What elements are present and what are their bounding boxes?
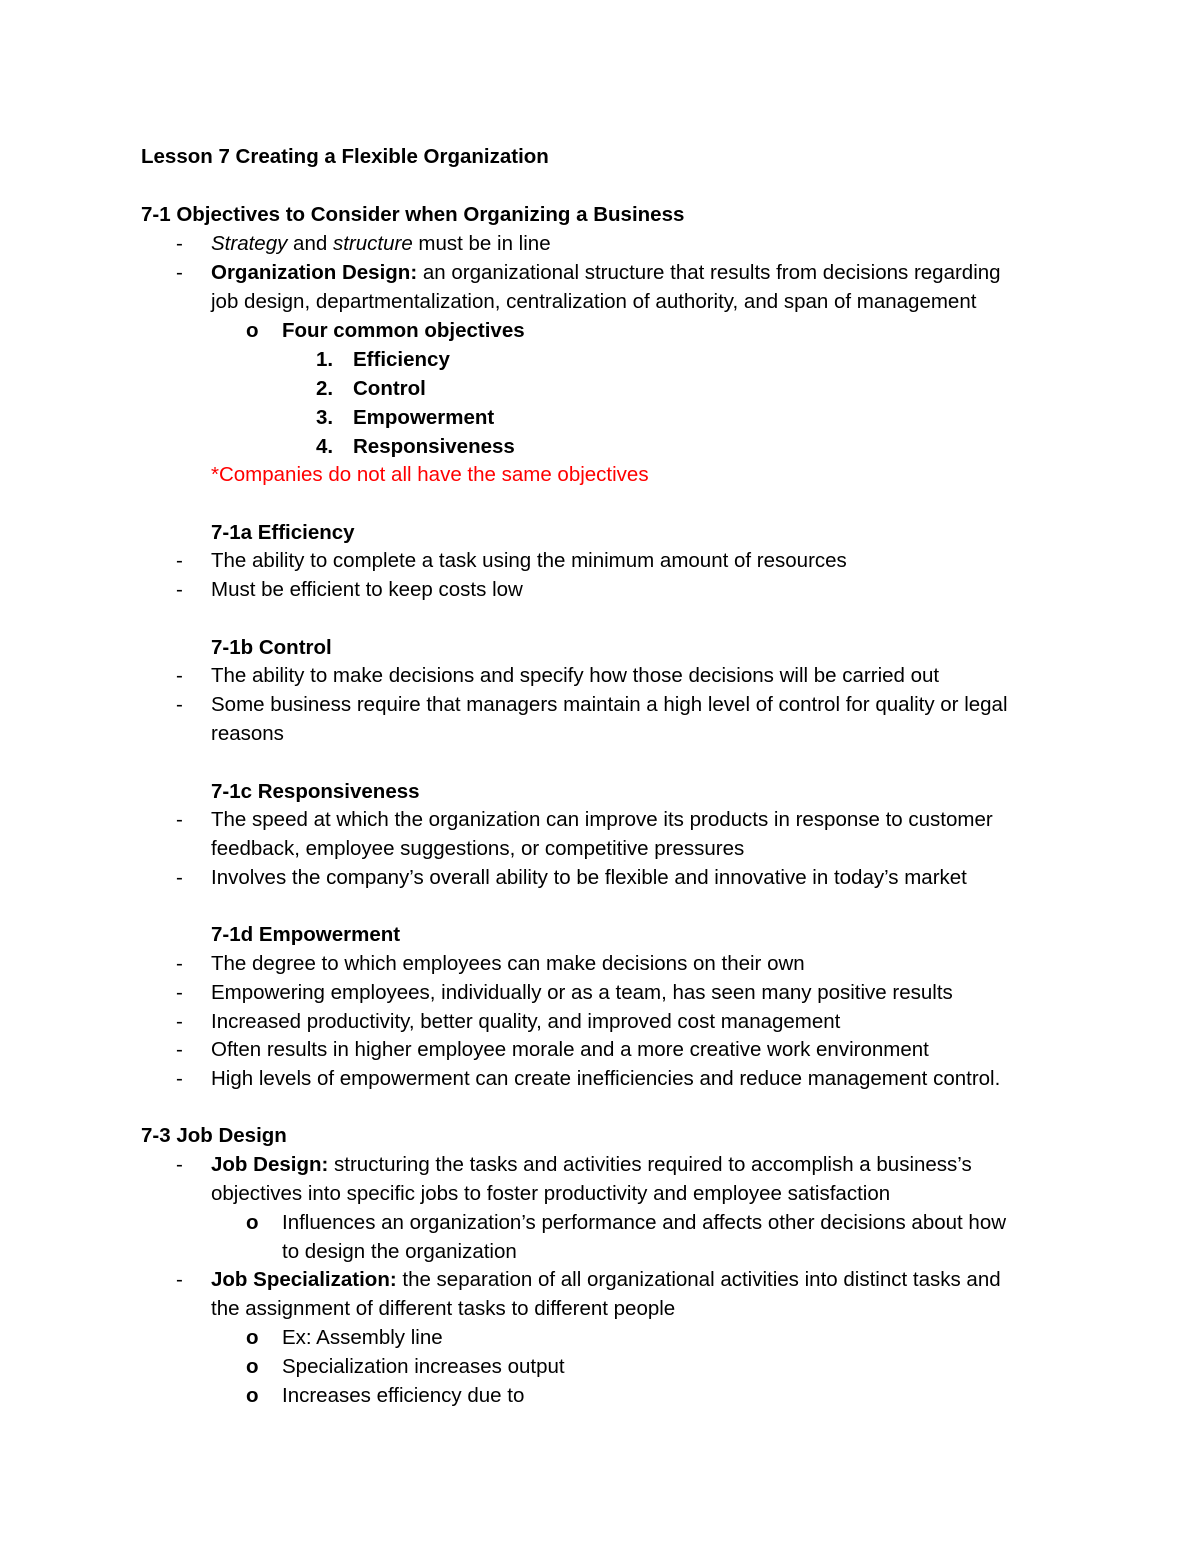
term-job-specialization: Job Specialization:	[211, 1268, 397, 1291]
circle-marker: o	[246, 319, 259, 342]
dash-marker: -	[176, 808, 183, 831]
dash-marker: -	[176, 1153, 183, 1176]
definition-text: an organizational structure that results from decisions regarding	[417, 261, 1001, 284]
subsection-heading-7-1a: 7-1a Efficiency	[211, 521, 355, 544]
bullet-text: Involves the company’s overall ability to be flexible and innovative in today’s market	[211, 866, 967, 889]
dash-marker: -	[176, 952, 183, 975]
bullet-continuation: job design, departmentalization, centralization of authority, and span of management	[211, 290, 977, 313]
dash-marker: -	[176, 1010, 183, 1033]
sub-bullet-text: Ex: Assembly line	[282, 1326, 443, 1349]
emphasis-structure: structure	[332, 232, 413, 255]
item-number: 1.	[316, 348, 334, 371]
circle-marker: o	[246, 1384, 259, 1407]
dash-marker: -	[176, 232, 183, 255]
bullet-text: The ability to complete a task using the minimum amount of resources	[211, 549, 847, 572]
bullet-text: Often results in higher employee morale and a more creative work environment	[211, 1038, 929, 1061]
bullet-continuation: feedback, employee suggestions, or competitive pressures	[211, 837, 745, 860]
definition-text: the separation of all organizational activities into distinct tasks and	[396, 1268, 1001, 1291]
dash-marker: -	[176, 693, 183, 716]
bullet-text: The degree to which employees can make decisions on their own	[211, 952, 805, 975]
bullet-text: Empowering employees, individually or as a team, has seen many positive results	[211, 981, 953, 1004]
dash-marker: -	[176, 981, 183, 1004]
bullet-text: Increased productivity, better quality, and improved cost management	[211, 1010, 841, 1033]
bullet-text: The speed at which the organization can improve its products in response to customer	[211, 808, 993, 831]
dash-marker: -	[176, 549, 183, 572]
item-number: 4.	[316, 435, 334, 458]
bullet-text: must be in line	[412, 232, 551, 255]
bullet-continuation: objectives into specific jobs to foster productivity and employee satisfaction	[211, 1182, 891, 1205]
item-number: 3.	[316, 406, 334, 429]
sub-bullet-continuation: to design the organization	[282, 1240, 517, 1263]
sub-bullet-text: Influences an organization’s performance and affects other decisions about how	[282, 1211, 1007, 1234]
objectives-note: *Companies do not all have the same objectives	[211, 463, 649, 486]
item-text: Efficiency	[353, 348, 450, 371]
dash-marker: -	[176, 866, 183, 889]
circle-marker: o	[246, 1211, 259, 1234]
bullet-continuation: reasons	[211, 722, 284, 745]
bullet-text: and	[287, 232, 333, 255]
term-organization-design: Organization Design:	[211, 261, 418, 284]
dash-marker: -	[176, 578, 183, 601]
dash-marker: -	[176, 1038, 183, 1061]
bullet-text: The ability to make decisions and specify how those decisions will be carried out	[211, 664, 940, 687]
item-text: Responsiveness	[353, 435, 515, 458]
subsection-heading-7-1c: 7-1c Responsiveness	[211, 780, 420, 803]
subsection-heading-7-1b: 7-1b Control	[211, 636, 332, 659]
bullet-text: High levels of empowerment can create inefficiencies and reduce management control.	[211, 1067, 1001, 1090]
sub-bullet-text: Specialization increases output	[282, 1355, 565, 1378]
definition-text: structuring the tasks and activities required to accomplish a business’s	[328, 1153, 972, 1176]
item-text: Empowerment	[353, 406, 495, 429]
section-heading-7-1: 7-1 Objectives to Consider when Organizing a Business	[141, 203, 685, 226]
emphasis-strategy: Strategy	[211, 232, 288, 255]
item-number: 2.	[316, 377, 334, 400]
item-text: Control	[353, 377, 426, 400]
dash-marker: -	[176, 1067, 183, 1090]
term-job-design: Job Design:	[211, 1153, 329, 1176]
bullet-text: Must be efficient to keep costs low	[211, 578, 523, 601]
bullet-continuation: the assignment of different tasks to different people	[211, 1297, 676, 1320]
dash-marker: -	[176, 261, 183, 284]
dash-marker: -	[176, 664, 183, 687]
page-title: Lesson 7 Creating a Flexible Organization	[141, 145, 549, 168]
circle-marker: o	[246, 1355, 259, 1378]
bullet-text: Some business require that managers maintain a high level of control for quality or legal	[211, 693, 1008, 716]
circle-marker: o	[246, 1326, 259, 1349]
sub-bullet-text: Four common objectives	[282, 319, 525, 342]
section-heading-7-3: 7-3 Job Design	[141, 1124, 287, 1147]
sub-bullet-text: Increases efficiency due to	[282, 1384, 525, 1407]
subsection-heading-7-1d: 7-1d Empowerment	[211, 923, 401, 946]
dash-marker: -	[176, 1268, 183, 1291]
